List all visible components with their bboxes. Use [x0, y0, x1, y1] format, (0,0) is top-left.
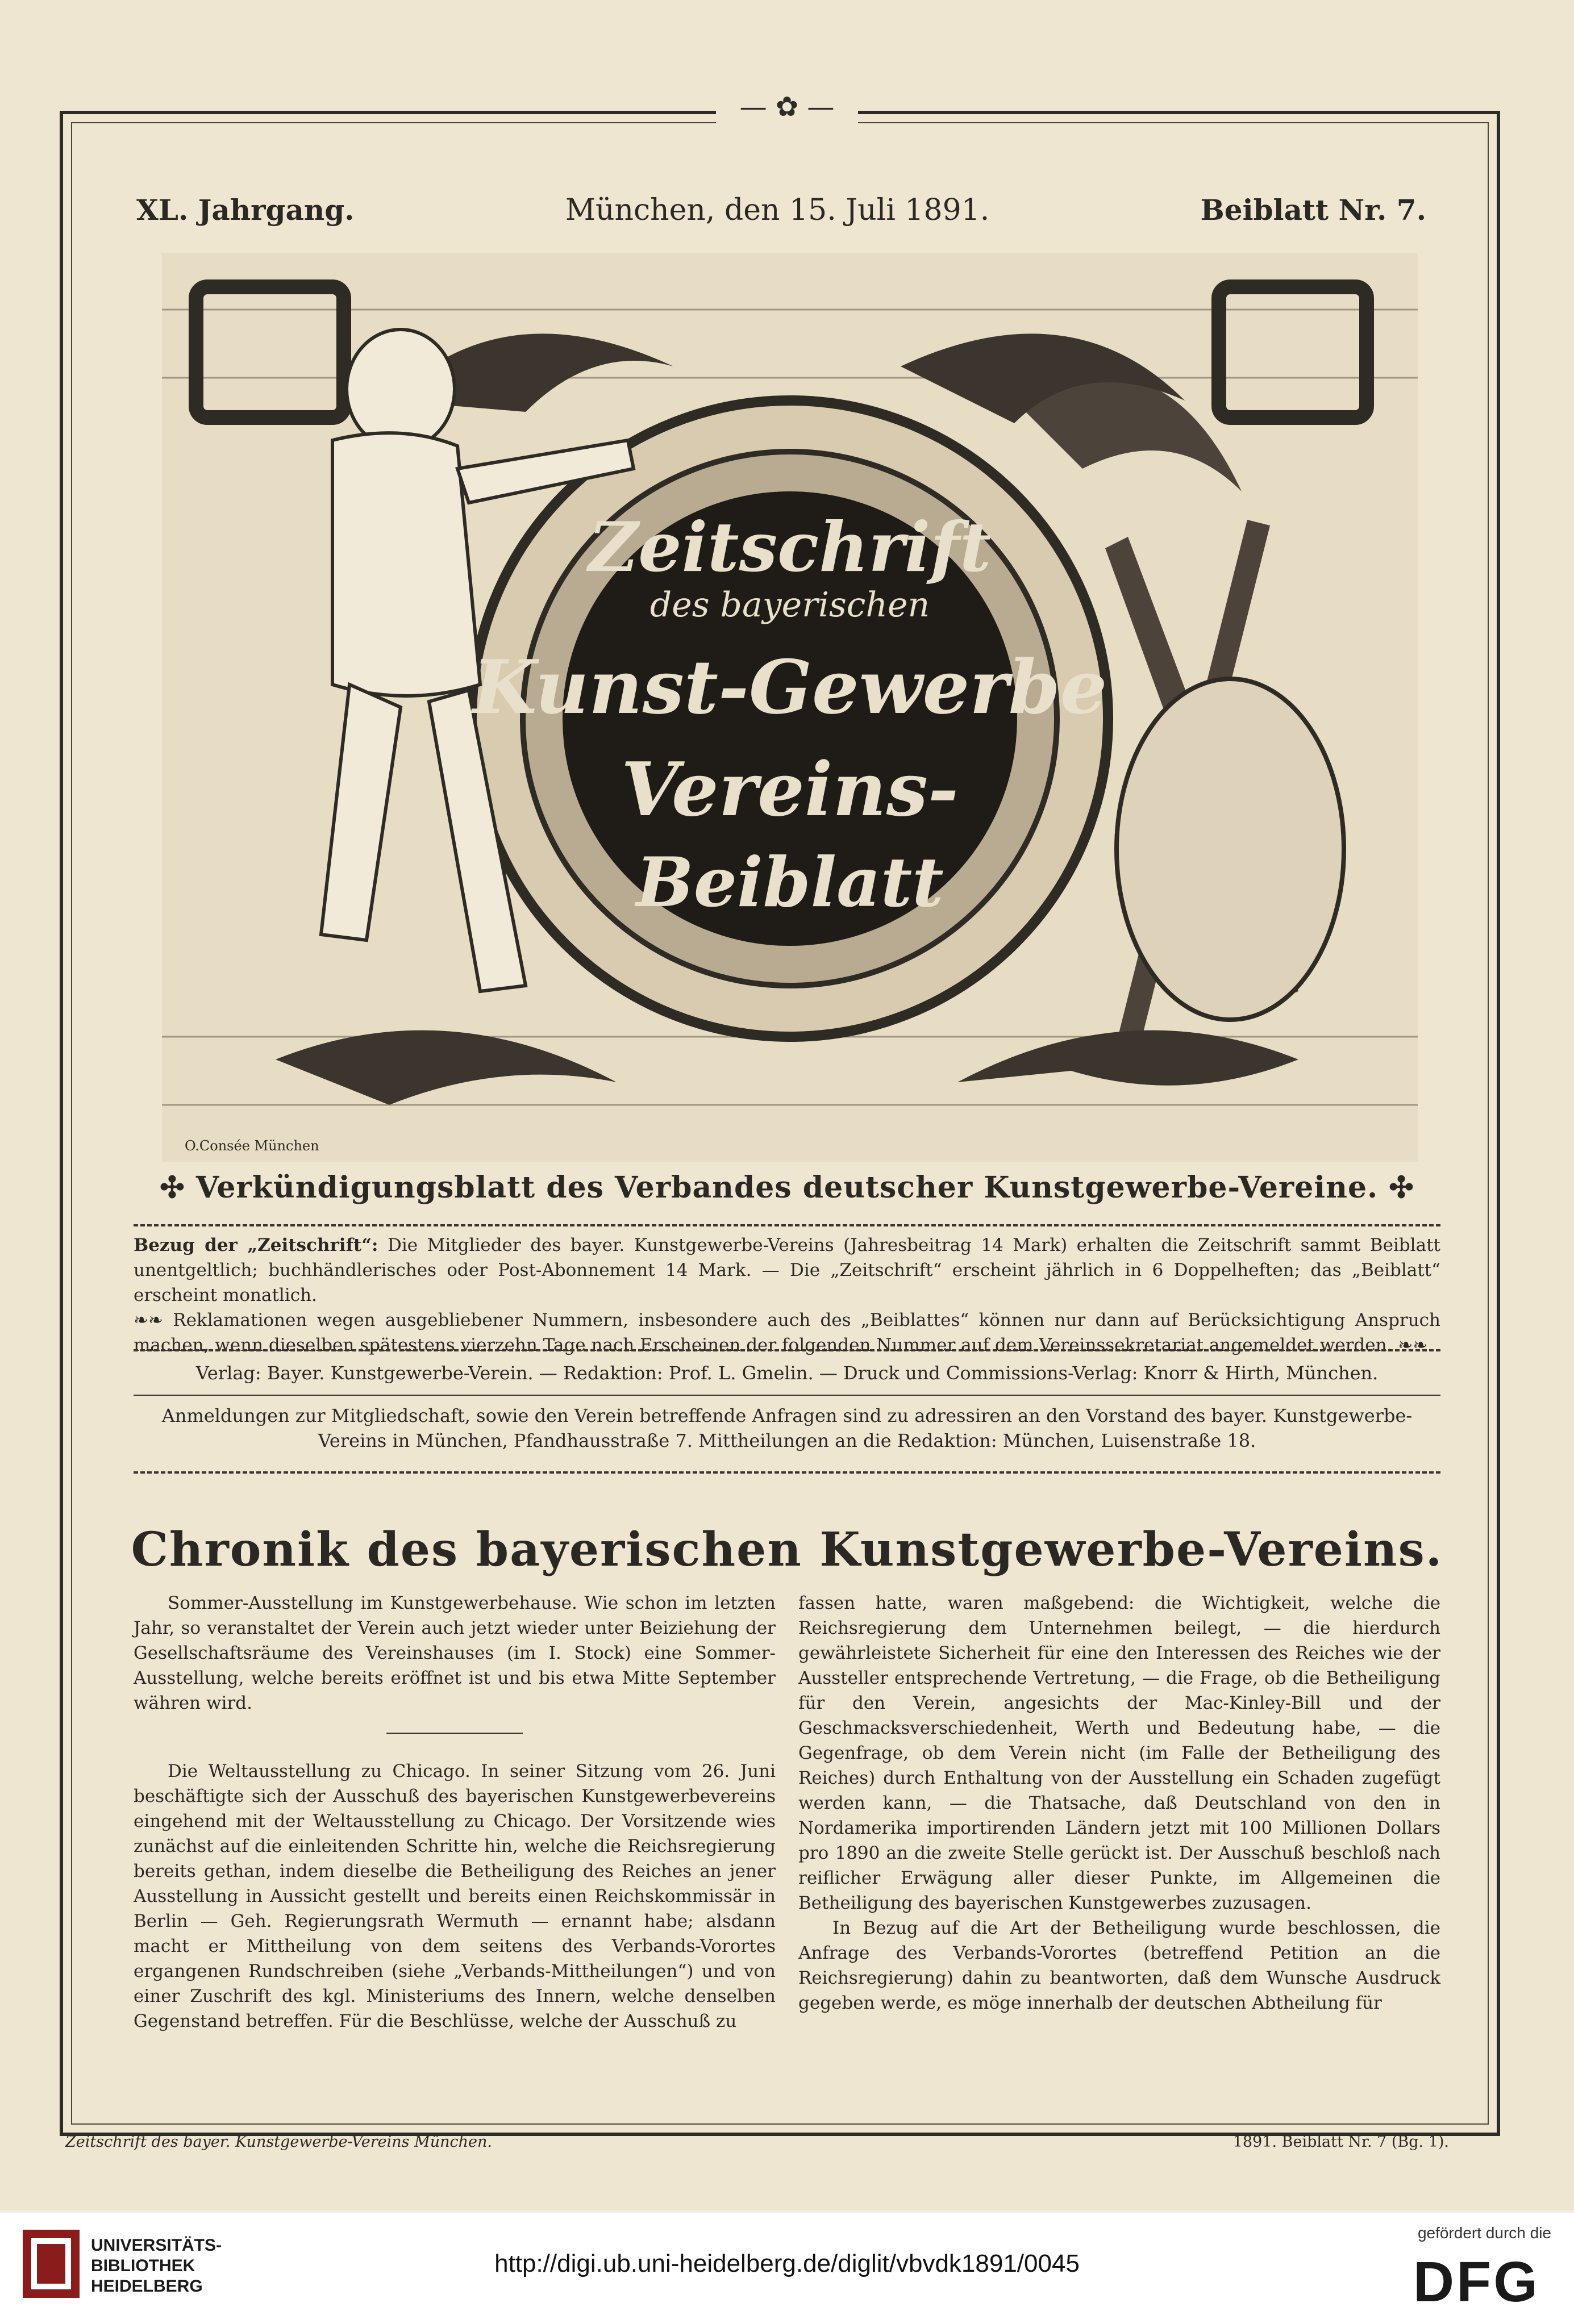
artist-signature: O.Consée München	[185, 1138, 319, 1154]
divider-rule	[134, 1395, 1440, 1396]
dfg-logo[interactable]: DFG	[1413, 2250, 1540, 2314]
top-ornament-icon: — ✿ —	[716, 91, 858, 131]
divider-rule	[134, 1349, 1440, 1351]
subtitle	[114, 1170, 1460, 1210]
section-title: Chronik des bayerischen Kunstgewerbe-Vereins.	[131, 1522, 1443, 1577]
bezug-text: Die Mitglieder des bayer. Kunstgewerbe-Vereins (Jahresbeitrag 14 Mark) erhalten die Zeitschrift sammt Beiblatt unentgeltlich; buchhändlerisches oder Post-Abonnement 14 Mark. — Die „Zeitschrift“ erscheint jährlich in 6 Doppelheften; das „Beiblatt“ erscheint monatlich.	[134, 1235, 1440, 1305]
masthead-line2: des bayerischen	[649, 585, 930, 625]
article-paragraph: In Bezug auf die Art der Betheiligung wurde beschlossen, die Anfrage des Verbands-Vorortes (betreffend Petition an die Reichsregierung) dahin zu beantworten, daß dem Wunsche Ausdruck gegeben werde, es möge innerhalb der deutschen Abtheilung für	[798, 1918, 1440, 2013]
library-name-line: BIBLIOTHEK	[91, 2256, 195, 2275]
masthead-line3: Kunst-Gewerbe	[472, 644, 1107, 731]
masthead-line1: Zeitschrift	[588, 507, 992, 587]
subscription-notice	[134, 1233, 1440, 1358]
publisher-line: Verlag: Bayer. Kunstgewerbe-Verein. — Redaktion: Prof. L. Gmelin. — Druck und Commissions-Verlag: Knorr & Hirth, München.	[195, 1362, 1379, 1384]
subtitle-ornament-right-icon: ✣	[1378, 1170, 1414, 1205]
reklamation-text: Reklamationen wegen ausgebliebener Nummern, insbesondere auch des „Beiblattes“ können nur dann auf Berücksichtigung Anspruch machen, wenn dieselben spätestens vierzehn Tage nach Erscheinen der folgenden Nummer auf dem Vereinssekretariat angemeldet werden.	[134, 1310, 1440, 1355]
article-column-left	[134, 1591, 776, 2034]
masthead-illustration	[162, 253, 1418, 1162]
masthead-line5: Beiblatt	[636, 842, 944, 923]
issue-number: Beiblatt Nr. 7.	[1200, 193, 1426, 227]
volume-label: XL. Jahrgang.	[136, 193, 355, 227]
subtitle-ornament-left-icon: ✣	[160, 1170, 196, 1205]
page-footer-journal: Zeitschrift des bayer. Kunstgewerbe-Vereins München.	[65, 2133, 492, 2151]
article-paragraph: fassen hatte, waren maßgebend: die Wichtigkeit, welche die Reichsregierung dem Unternehmen beilegt, — die hierdurch gewährleistete Sicherheit für eine den Interessen des Reiches wie der Aussteller entsprechende Vertretung, — die Frage, ob die Betheiligung für den Verein, angesichts der Mac-Kinley-Bill und der Geschmacksverschiedenheit, Werth und Bedeutung habe, — die Gegenfrage, ob dem Verein nicht (im Falle der Betheiligung des Reiches) durch Enthaltung von der Ausstellung ein Schaden zugefügt werden kann, — die Thatsache, daß Deutschland von den in Nordamerika importirenden Ländern jetzt mit 100 Millionen Dollars pro 1890 an die zweite Stelle gerückt ist. Der Ausschuß beschloß nach reiflicher Erwägung aller dieser Punkte, im Allgemeinen die Betheiligung des bayerischen Kunstgewerbes zuzusagen.	[798, 1593, 1440, 1913]
issue-date: München, den 15. Juli 1891.	[565, 193, 990, 227]
funding-label: gefördert durch die	[1417, 2224, 1551, 2242]
article-paragraph: Sommer-Ausstellung im Kunstgewerbehause. Wie schon im letzten Jahr, so veranstaltet der Verein auch jetzt wieder unter Beiziehung der Gesellschaftsräume des Vereinshauses (im I. Stock) eine Sommer-Ausstellung, welche bereits eröffnet ist und bis etwa Mitte September währen wird.	[134, 1593, 776, 1713]
article-paragraph: Die Weltausstellung zu Chicago. In seiner Sitzung vom 26. Juni beschäftigte sich der Ausschuß des bayerischen Kunstgewerbevereins eingehend mit der Weltausstellung zu Chicago. Der Vorsitzende wies zunächst auf die einleitenden Schritte hin, welche die Reichsregierung bereits gethan, indem dieselbe die Betheiligung des Reiches an jener Ausstellung in Aussicht gestellt und bereits einen Reichskommissär in Berlin — Geh. Regierungsrath Wermuth — ernannt habe; alsdann macht er Mittheilung von dem seitens des Verbands-Vorortes ergangenen Rundschreiben (siehe „Verbands-Mittheilungen“) und von einer Zuschrift des kgl. Ministeriums des Innern, welche denselben Gegenstand betreffen. Für die Beschlüsse, welche der Ausschuß zu	[134, 1761, 776, 2031]
membership-notice: Anmeldungen zur Mitgliedschaft, sowie den Verein betreffende Anfragen sind zu adressiren an den Vorstand des bayer. Kunstgewerbe-Vereins in München, Pfandhausstraße 7. Mittheilungen an die Redaktion: München, Luisenstraße 18.	[161, 1405, 1413, 1451]
subtitle-text: Verkündigungsblatt des Verbandes deutscher Kunstgewerbe-Vereine.	[195, 1170, 1379, 1205]
page-footer-issue: 1891. Beiblatt Nr. 7 (Bg. 1).	[1232, 2133, 1449, 2151]
reklamation-end-ornament-icon: ❧❧	[1392, 1335, 1428, 1355]
masthead-line4: Vereins-	[621, 746, 959, 833]
article-column-right	[798, 1591, 1440, 2016]
divider-rule	[134, 1471, 1440, 1474]
bezug-label: Bezug der „Zeitschrift“:	[134, 1235, 378, 1255]
masthead-artwork	[162, 253, 1418, 1162]
column-separator	[386, 1733, 523, 1734]
library-name-line: HEIDELBERG	[91, 2277, 203, 2296]
reklamation-ornament-icon: ❧❧	[134, 1310, 173, 1330]
issue-header	[136, 193, 1426, 239]
permalink-url[interactable]: http://digi.ub.uni-heidelberg.de/diglit/vbvdk1891/0045	[494, 2250, 1080, 2277]
library-name-line: UNIVERSITÄTS-	[91, 2236, 222, 2255]
divider-rule	[134, 1224, 1440, 1226]
